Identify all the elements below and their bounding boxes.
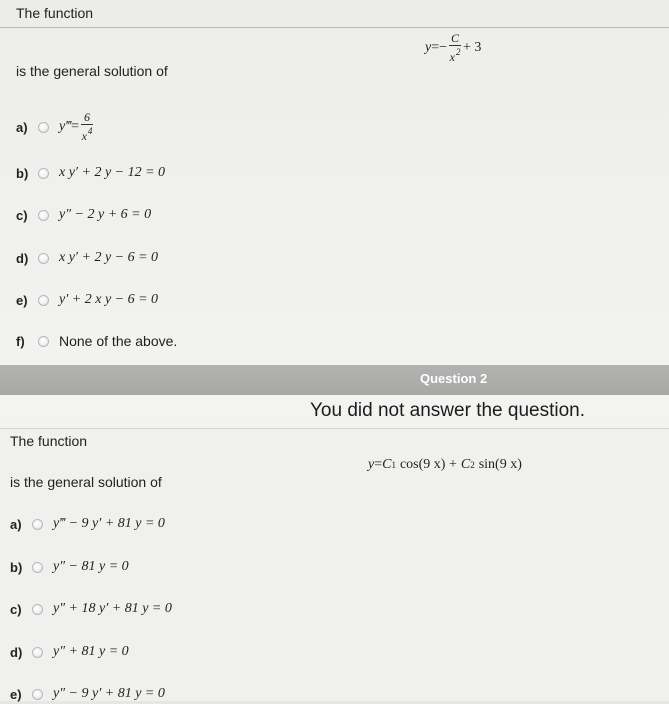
option-letter: a) [10,516,22,532]
question-divider [0,365,669,395]
q1-option-d[interactable] [16,248,158,268]
q2-option-c[interactable] [10,599,172,619]
option-expression: x y′ + 2 y − 12 = 0 [59,165,166,180]
unanswered-notice: You did not answer the question. [310,400,585,421]
q2-option-b-radio[interactable] [32,562,43,573]
option-letter: d) [16,250,29,266]
q2-option-d[interactable] [10,642,129,662]
question-1-header [0,0,669,28]
q1-option-e-radio[interactable] [38,295,49,306]
option-letter: c) [16,207,28,223]
q1-option-f-radio[interactable] [38,336,49,347]
option-expression: x y′ + 2 y − 6 = 0 [59,250,159,265]
q1-option-e[interactable] [16,290,158,310]
q1-option-a[interactable] [16,112,95,142]
q2-option-b[interactable] [10,557,129,577]
option-letter: a) [16,119,28,135]
option-letter: d) [10,644,23,660]
q1-option-f[interactable] [16,331,177,351]
function-y: y [425,40,432,55]
q1-option-c-radio[interactable] [38,210,49,221]
option-expression: y‴ = $\frac{6}{x^4}$ [59,110,93,143]
q1-option-b-radio[interactable] [38,168,49,179]
question-1-tail-text: is the general solution of [16,63,168,79]
option-letter: b) [16,165,29,181]
function-denominator: $x^2$ [449,47,461,64]
q2-option-e[interactable] [10,684,165,704]
option-letter: f) [16,333,25,349]
option-letter: c) [10,601,22,617]
option-text: None of the above. [59,333,178,349]
option-expression: y′ + 2 x y − 6 = 0 [59,292,159,307]
function-eq: = [431,40,440,55]
option-expression: y″ + 18 y′ + 81 y = 0 [53,601,172,616]
q1-option-d-radio[interactable] [38,253,49,264]
q2-option-a[interactable] [10,514,165,534]
question-1-lead: The function [16,5,94,21]
option-letter: b) [10,559,23,575]
option-expression: y″ − 81 y = 0 [53,559,129,574]
option-letter: e) [10,686,22,702]
function-numerator: C [451,31,460,45]
question-2-function: y = C 1 cos(9 x) + C 2 sin(9 x) [368,457,522,472]
function-tail: + 3 [463,40,482,55]
question-1-function [425,32,481,64]
option-expression: y″ − 2 y + 6 = 0 [59,207,152,222]
option-expression: y″ + 81 y = 0 [53,644,129,659]
q2-option-c-radio[interactable] [32,604,43,615]
q2-option-d-radio[interactable] [32,647,43,658]
q1-option-c[interactable] [16,205,151,225]
question-2-tail-text: is the general solution of [10,474,162,490]
question-2-lead: The function [10,433,88,449]
q2-option-a-radio[interactable] [32,519,43,530]
q1-option-a-radio[interactable] [38,122,49,133]
option-letter: e) [16,292,28,308]
function-fraction [449,32,461,64]
function-minus: − [439,40,448,55]
question-2-badge: Question 2 [420,371,488,386]
option-expression: y″ − 9 y′ + 81 y = 0 [53,686,165,701]
q2-option-e-radio[interactable] [32,689,43,700]
q1-option-b[interactable] [16,163,165,183]
option-expression: y‴ − 9 y′ + 81 y = 0 [53,516,165,531]
